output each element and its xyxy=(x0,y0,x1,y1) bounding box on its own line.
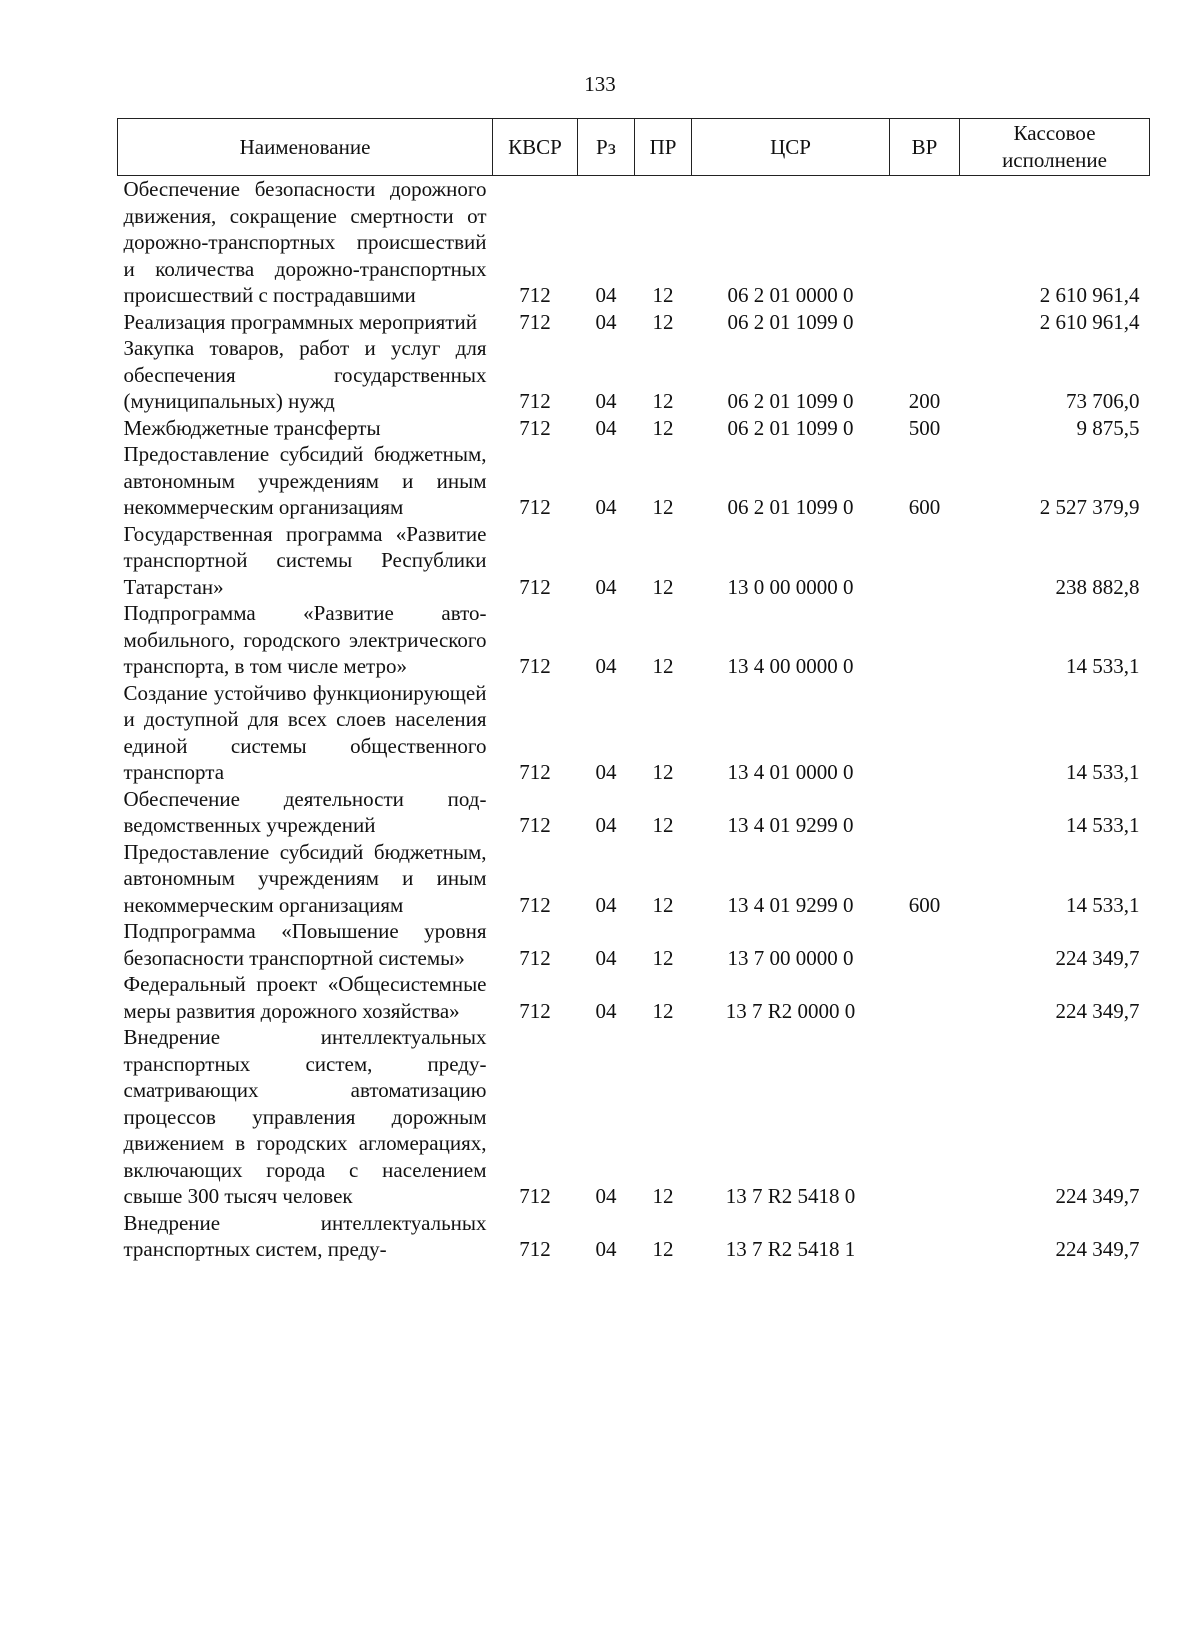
table-row xyxy=(118,1210,1150,1263)
cell-name: Государственная программа «Развитие транспортной системы Республики Татарстан» xyxy=(123,521,487,599)
cell-pr: 12 xyxy=(652,654,674,678)
cell-rz: 04 xyxy=(595,389,617,413)
cell-vr xyxy=(890,1210,960,1263)
table-header xyxy=(118,119,1150,176)
cell-pr: 12 xyxy=(652,813,674,837)
cell-kvsr: 712 xyxy=(519,389,551,413)
cell-csr: 13 4 01 9299 0 xyxy=(727,813,854,837)
cell-rz: 04 xyxy=(595,574,617,599)
table-row xyxy=(118,521,1150,601)
cell-rz: 04 xyxy=(595,945,617,970)
cell-csr: 13 0 00 0000 0 xyxy=(727,574,854,599)
cell-pr: 12 xyxy=(652,389,674,413)
cell-kvsr: 712 xyxy=(519,945,551,970)
cell-amount: 14 533,1 xyxy=(1066,760,1140,784)
table-body xyxy=(118,176,1150,1263)
cell-pr: 12 xyxy=(652,574,674,599)
cell-kvsr: 712 xyxy=(519,1237,551,1261)
cell-pr: 12 xyxy=(652,1184,674,1208)
cell-kvsr: 712 xyxy=(519,760,551,784)
cell-amount: 14 533,1 xyxy=(1066,654,1140,678)
cell-vr xyxy=(890,600,960,680)
cell-amount: 238 882,8 xyxy=(1055,574,1140,599)
cell-vr xyxy=(890,309,960,336)
cell-vr: 200 xyxy=(908,389,941,413)
cell-name: Обеспечение деятельности подведомственных учреждений xyxy=(123,786,487,837)
cell-name: Создание устойчиво функционирующей и доступной для всех слоев населения единой системы общественного транспорта xyxy=(123,680,487,784)
cell-csr: 06 2 01 1099 0 xyxy=(727,309,854,334)
cell-kvsr: 712 xyxy=(519,415,551,440)
cell-rz: 04 xyxy=(595,654,617,678)
table-row xyxy=(118,309,1150,336)
cell-name: Обеспечение безопасности дорожного движения, сокращение смертности от дорожно-транспортных происшествий и количества дорожно-транспортных происшествий с пострадавшими xyxy=(123,177,487,307)
header-vr: ВР xyxy=(890,119,960,176)
cell-kvsr: 712 xyxy=(519,654,551,678)
cell-csr: 06 2 01 1099 0 xyxy=(727,415,854,440)
cell-csr: 13 4 01 9299 0 xyxy=(727,892,854,917)
cell-csr: 13 7 R2 5418 1 xyxy=(725,1237,856,1261)
cell-rz: 04 xyxy=(595,1237,617,1261)
header-amount: Кассовое исполнение xyxy=(960,119,1150,176)
cell-amount: 2 527 379,9 xyxy=(1039,495,1140,519)
cell-pr: 12 xyxy=(652,495,674,519)
cell-vr xyxy=(890,680,960,786)
table-row xyxy=(118,1024,1150,1210)
table-row xyxy=(118,839,1150,919)
cell-amount: 224 349,7 xyxy=(1055,1237,1140,1261)
cell-name: Подпрограмма «Развитие автомобильного, городского электрического транспорта, в том числе метро» xyxy=(123,601,487,678)
table-row xyxy=(118,441,1150,521)
cell-amount: 9 875,5 xyxy=(1076,415,1140,440)
cell-vr xyxy=(890,521,960,601)
cell-rz: 04 xyxy=(595,1184,617,1208)
cell-rz: 04 xyxy=(595,283,617,307)
table-row xyxy=(118,600,1150,680)
cell-rz: 04 xyxy=(595,760,617,784)
cell-name: Федеральный проект «Общесистемные меры развития дорожного хозяйства» xyxy=(123,972,487,1023)
cell-rz: 04 xyxy=(595,415,617,440)
cell-name: Предоставление субсидий бюджетным, автономным учреждениям и иным некоммерческим организациям xyxy=(123,839,487,917)
cell-amount: 2 610 961,4 xyxy=(1039,283,1140,307)
cell-rz: 04 xyxy=(595,309,617,334)
cell-kvsr: 712 xyxy=(519,495,551,519)
table-row xyxy=(118,176,1150,309)
table-row xyxy=(118,415,1150,442)
cell-pr: 12 xyxy=(652,998,674,1023)
cell-pr: 12 xyxy=(652,1237,674,1261)
cell-amount: 224 349,7 xyxy=(1055,998,1140,1023)
cell-vr xyxy=(890,176,960,309)
cell-csr: 13 7 R2 0000 0 xyxy=(725,998,856,1023)
header-pr: ПР xyxy=(635,119,692,176)
cell-kvsr: 712 xyxy=(519,283,551,307)
cell-amount: 14 533,1 xyxy=(1066,892,1140,917)
header-csr: ЦСР xyxy=(692,119,890,176)
cell-rz: 04 xyxy=(595,813,617,837)
cell-name: Подпрограмма «Повышение уровня безопасности транспортной системы» xyxy=(123,919,487,970)
cell-name: Межбюджетные трансферты xyxy=(123,415,381,440)
budget-table xyxy=(117,118,1150,1263)
table-row xyxy=(118,335,1150,415)
cell-csr: 06 2 01 1099 0 xyxy=(727,495,854,519)
cell-pr: 12 xyxy=(652,892,674,917)
page-number: 133 xyxy=(584,72,616,96)
cell-kvsr: 712 xyxy=(519,813,551,837)
cell-amount: 14 533,1 xyxy=(1066,813,1140,837)
cell-name: Внедрение интеллектуальных транспортных систем, предусматривающих автоматизацию процессов управления дорожным движением в городских агломерациях, включающих города с населением свыше 300 тысяч человек xyxy=(123,1025,487,1208)
cell-kvsr: 712 xyxy=(519,309,551,334)
cell-csr: 06 2 01 0000 0 xyxy=(727,283,854,307)
cell-name: Предоставление субсидий бюджетным, автономным учреждениям и иным некоммерческим организациям xyxy=(123,442,487,519)
cell-name: Внедрение интеллектуальных транспортных систем, преду- xyxy=(123,1210,487,1261)
cell-csr: 13 4 00 0000 0 xyxy=(727,654,854,678)
cell-name: Закупка товаров, работ и услуг для обеспечения государственных (муниципальных) нужд xyxy=(123,336,487,413)
cell-csr: 13 7 R2 5418 0 xyxy=(725,1184,856,1208)
cell-vr xyxy=(890,971,960,1024)
cell-csr: 13 4 01 0000 0 xyxy=(727,760,854,784)
header-kvsr: КВСР xyxy=(493,119,578,176)
cell-rz: 04 xyxy=(595,892,617,917)
cell-kvsr: 712 xyxy=(519,1184,551,1208)
cell-vr xyxy=(890,918,960,971)
cell-vr xyxy=(890,786,960,839)
cell-kvsr: 712 xyxy=(519,892,551,917)
cell-name: Реализация программных мероприятий xyxy=(123,309,477,334)
table-row xyxy=(118,680,1150,786)
table-row xyxy=(118,786,1150,839)
cell-pr: 12 xyxy=(652,415,674,440)
table-row xyxy=(118,971,1150,1024)
cell-vr: 600 xyxy=(908,892,941,917)
cell-vr: 600 xyxy=(908,495,941,519)
cell-amount: 73 706,0 xyxy=(1066,389,1140,413)
cell-pr: 12 xyxy=(652,309,674,334)
cell-csr: 13 7 00 0000 0 xyxy=(727,945,854,970)
header-name: Наименование xyxy=(118,119,493,176)
cell-pr: 12 xyxy=(652,760,674,784)
cell-amount: 224 349,7 xyxy=(1055,945,1140,970)
cell-csr: 06 2 01 1099 0 xyxy=(727,389,854,413)
cell-amount: 224 349,7 xyxy=(1055,1184,1140,1208)
cell-amount: 2 610 961,4 xyxy=(1039,309,1140,334)
cell-rz: 04 xyxy=(595,495,617,519)
cell-rz: 04 xyxy=(595,998,617,1023)
table-row xyxy=(118,918,1150,971)
cell-kvsr: 712 xyxy=(519,998,551,1023)
header-rz: Рз xyxy=(578,119,635,176)
cell-vr xyxy=(890,1024,960,1210)
cell-vr: 500 xyxy=(908,415,941,440)
cell-pr: 12 xyxy=(652,945,674,970)
cell-pr: 12 xyxy=(652,283,674,307)
cell-kvsr: 712 xyxy=(519,574,551,599)
